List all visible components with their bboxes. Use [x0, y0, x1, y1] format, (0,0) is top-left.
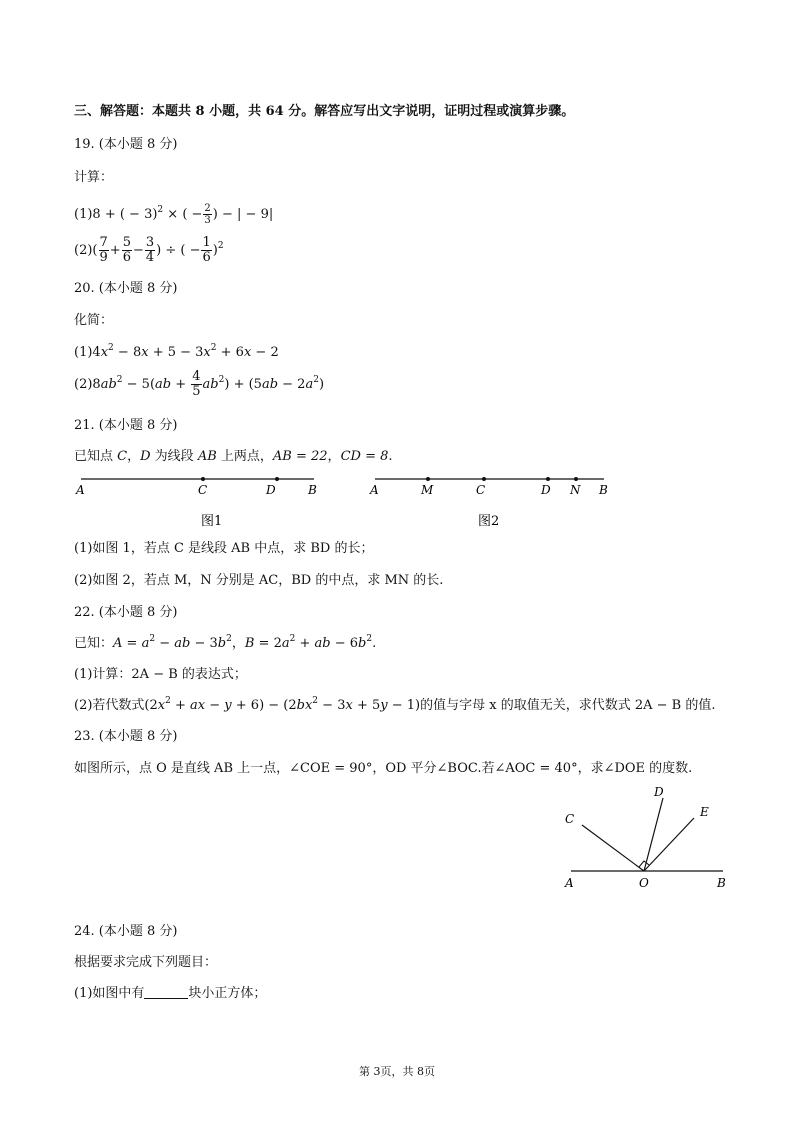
page-footer: 第 3页，共 8页 — [359, 1065, 435, 1078]
fig2-caption: 图2 — [478, 514, 500, 529]
q19-part2: (2)( $\frac{7}{9}$ + $\frac{5}{6}$ − $\frac{3}{4}$ ) ÷ ( − $\frac{1}{6}$ )$^2$ — [74, 235, 224, 265]
q20-part1: $(1)4x^2 - 8x + 5 - 3x^2 + 6x - 2$ — [74, 343, 279, 360]
fig1-label-c: C — [198, 483, 208, 497]
q21-sep1: ， — [127, 449, 141, 464]
q23-title: 23. (本小题 8 分) — [74, 729, 178, 744]
q20-part2-label: (2) — [74, 377, 93, 392]
q21-title: 21. (本小题 8 分) — [74, 418, 178, 433]
right-angle-mark — [639, 861, 649, 867]
fig1-caption: 图1 — [201, 514, 223, 529]
fig2-label-a: A — [370, 483, 379, 497]
fig2-point-m-dot — [426, 477, 430, 481]
q21-segment-ab: AB — [197, 449, 217, 464]
q19-title: 19. (本小题 8 分) — [74, 137, 178, 152]
q21-sep2: ， — [327, 449, 341, 464]
angle-label-e: E — [700, 805, 709, 819]
q22-title: 22. (本小题 8 分) — [74, 605, 178, 620]
q22-given: 已知：$A = a^2$ − ab − $3b^2$，$B = 2a^2$ + ab − $6b^2$. — [74, 634, 377, 651]
fig1-label-d: D — [266, 483, 276, 497]
fig1-label-a: A — [76, 483, 85, 497]
q24-instruction: 根据要求完成下列题目： — [74, 955, 218, 970]
q23-angle-figure — [555, 780, 745, 895]
fig2-point-n-dot — [574, 477, 578, 481]
q21-figure1 — [75, 477, 317, 529]
q21-figure2 — [369, 477, 608, 529]
q21-stem-end: . — [388, 449, 393, 464]
q21-stem — [74, 449, 393, 465]
fig2-label-m: M — [421, 483, 434, 497]
q21-cd-eq: CD = 8 — [340, 449, 389, 464]
q21-point-c: C — [117, 449, 128, 464]
q21-stem-after: 上两点， — [216, 449, 273, 464]
q24-title: 24. (本小题 8 分) — [74, 924, 178, 939]
q20-part1-label: (1) — [74, 345, 93, 360]
angle-label-o: O — [639, 876, 649, 890]
q23-stem: 如图所示，点 O 是直线 AB 上一点，∠COE = 90°，OD 平分∠BOC.若∠AOC = 40°，求∠DOE 的度数. — [74, 761, 693, 776]
fig1-point-d-dot — [275, 477, 279, 481]
q19-part2-label: (2) — [74, 243, 93, 258]
answer-blank[interactable] — [144, 986, 188, 999]
q22-given-label: 已知： — [74, 636, 114, 651]
q19-instruction: 计算： — [74, 170, 114, 185]
q20-title: 20. (本小题 8 分) — [74, 281, 178, 296]
fig2-point-d-dot — [546, 477, 550, 481]
q21-part2: (2)如图 2，若点 M，N 分别是 AC，BD 的中点，求 MN 的长. — [74, 573, 444, 588]
fig1-label-b: B — [308, 483, 317, 497]
fig2-label-c: C — [476, 483, 486, 497]
q21-stem-mid: 为线段 — [150, 449, 198, 464]
q22-part2: (2)若代数式($2x^2$ + ax − $y + 6) - (2bx^2 - 3x + 5y - 1)$的值与字母 x 的取值无关，求代数式 2A − B 的值. — [74, 696, 716, 713]
fig1-point-c-dot — [201, 477, 205, 481]
q19-part1: (1)8 + ( − 3)$^2$ × ( − $\frac{2}{3}$ ) − | − 9| — [74, 203, 274, 226]
q22-part2-pre: (2)若代数式 — [74, 698, 145, 713]
q20-part2: $(2)8ab^2 - 5(ab$ + $\frac{4}{5}$ $ab^2) + (5ab - 2a^2)$ — [74, 369, 325, 399]
q22-part2-post: 的值与字母 x 的取值无关，求代数式 2A − B 的值. — [420, 698, 716, 713]
q20-instruction: 化简： — [74, 313, 114, 328]
q21-part1: (1)如图 1，若点 C 是线段 AB 中点，求 BD 的长； — [74, 541, 374, 556]
angle-label-d: D — [654, 785, 664, 799]
q19-part1-label: (1) — [74, 207, 93, 222]
q24-part1 — [74, 986, 266, 1002]
section-header: 三、解答题：本题共 8 小题，共 64 分。解答应写出文字说明，证明过程或演算步骤。 — [74, 104, 575, 119]
q22-part1: (1)计算：2A − B 的表达式； — [74, 667, 247, 682]
fig2-point-c-dot — [482, 477, 486, 481]
q24-part1-pre: (1)如图中有 — [74, 986, 145, 1001]
fig2-label-d: D — [541, 483, 551, 497]
q21-figures — [0, 470, 794, 534]
angle-label-a: A — [565, 876, 574, 890]
q21-ab-eq: AB = 22 — [272, 449, 328, 464]
q24-part1-post: 块小正方体； — [188, 986, 267, 1001]
q21-stem-pre: 已知点 — [74, 449, 118, 464]
fig2-label-n: N — [570, 483, 581, 497]
fig2-label-b: B — [599, 483, 608, 497]
angle-label-c: C — [565, 812, 575, 826]
angle-label-b: B — [717, 876, 726, 890]
q21-point-d: D — [140, 449, 151, 464]
